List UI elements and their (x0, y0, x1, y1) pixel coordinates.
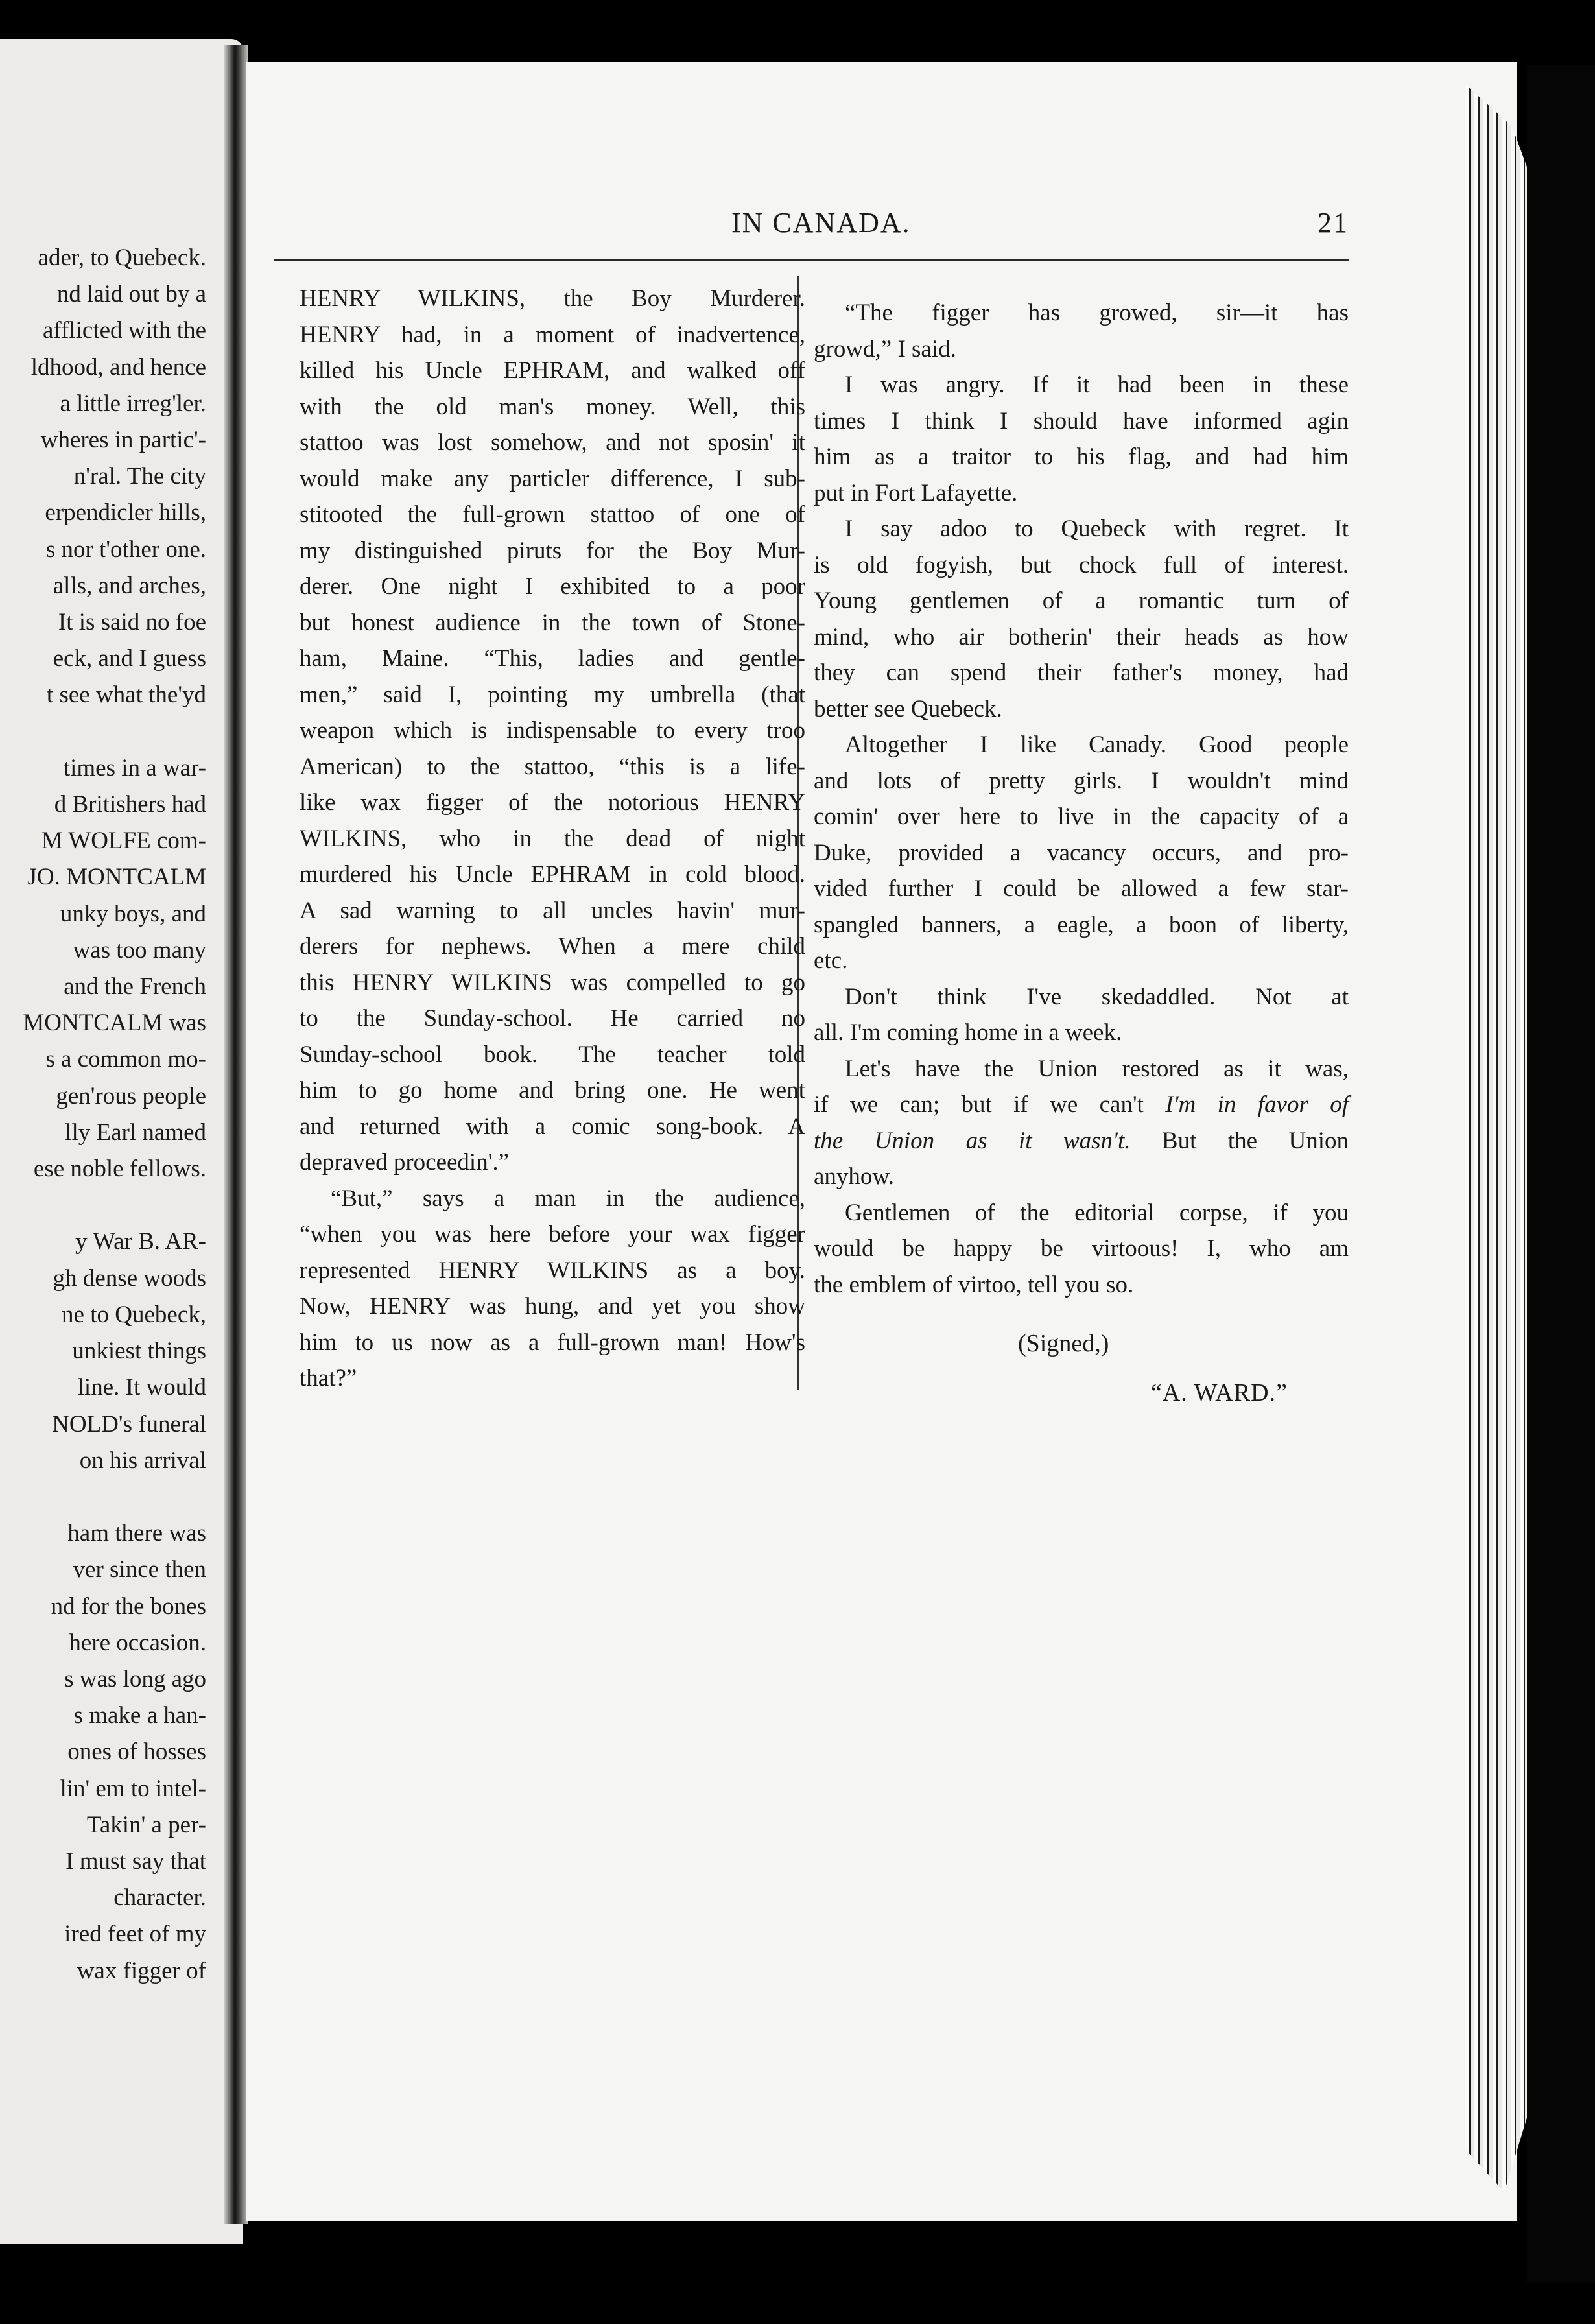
text-line: better see Quebeck. (814, 695, 1002, 722)
text-line: stattoo was lost somehow, and not sposin' it (300, 429, 805, 456)
left-fragment-line: ader, to Quebeck. (38, 244, 206, 271)
left-fragment-line: s make a han- (73, 1702, 206, 1729)
text-line: they can spend their father's money, had (814, 659, 1349, 686)
left-fragment-line: It is said no foe (58, 609, 206, 636)
left-fragment-line (0, 1479, 206, 1515)
left-fragment-line: was too many (73, 936, 206, 964)
left-fragment-line: ver since then (73, 1556, 206, 1583)
text-line: weapon which is indispensable to every troo (300, 717, 805, 744)
text-line: etc. (814, 947, 848, 974)
left-fragment-line: ldhood, and hence (30, 353, 206, 381)
left-fragment-line (0, 714, 206, 750)
text-line: “But,” says a man in the audience, (331, 1185, 805, 1212)
left-fragment-line: erpendicler hills, (45, 499, 206, 527)
text-column-1 (300, 281, 805, 1397)
text-line: anyhow. (814, 1163, 894, 1190)
left-fragment-line: ham there was (67, 1520, 206, 1547)
left-fragment-line: d Britishers had (54, 791, 206, 818)
left-page-text-fragment (0, 240, 206, 1989)
left-fragment-line: JO. MONTCALM (27, 864, 206, 891)
text-line: the emblem of virtoo, tell you so. (814, 1271, 1134, 1298)
left-fragment-line: M WOLFE com- (41, 827, 206, 855)
text-line: A sad warning to all uncles havin' mur- (300, 897, 805, 924)
text-line: derer. One night I exhibited to a poor (300, 573, 805, 600)
text-line: Now, HENRY was hung, and yet you show (300, 1293, 805, 1320)
left-fragment-line: s nor t'other one. (45, 536, 206, 563)
left-fragment-line: line. It would (77, 1374, 206, 1401)
text-line: would make any particler difference, I sub- (300, 465, 805, 492)
left-fragment-line: times in a war- (63, 754, 206, 781)
text-line: Altogether I like Canady. Good people (845, 731, 1349, 758)
text-line: HENRY had, in a moment of inadvertence, (300, 321, 805, 348)
text-line: Don't think I've skedaddled. Not at (845, 983, 1349, 1010)
text-line: like wax figger of the notorious HENRY (300, 789, 805, 816)
left-fragment-line: Takin' a per- (86, 1811, 206, 1838)
text-line: stitooted the full-grown stattoo of one of (300, 501, 805, 528)
text-line: mind, who air botherin' their heads as how (814, 623, 1349, 650)
text-line: Let's have the Union restored as it was, (845, 1055, 1349, 1082)
text-line: I was angry. If it had been in these (845, 372, 1349, 398)
left-fragment-line: wax figger of (77, 1957, 206, 1984)
text-line: men,” said I, pointing my umbrella (that (300, 681, 805, 708)
left-fragment-line: s a common mo- (45, 1046, 206, 1073)
text-line: comin' over here to live in the capacity of a (814, 803, 1349, 830)
header-rule (274, 259, 1349, 261)
left-fragment-line: n'ral. The city (73, 463, 206, 490)
text-line: to the Sunday-school. He carried no (300, 1005, 805, 1032)
text-line (814, 1087, 1349, 1123)
text-line: with the old man's money. Well, this (300, 393, 805, 420)
text-line: HENRY WILKINS, the Boy Murderer. (300, 285, 805, 312)
text-line: Duke, provided a vacancy occurs, and pro- (814, 839, 1349, 866)
left-fragment-line: t see what the'yd (46, 682, 206, 709)
text-line: my distinguished piruts for the Boy Mur- (300, 537, 805, 564)
text-line: Sunday-school book. The teacher told (300, 1041, 805, 1068)
left-fragment-line: ones of hosses (67, 1738, 206, 1766)
left-fragment-line: gh dense woods (53, 1264, 206, 1292)
left-fragment-line: and the French (64, 973, 206, 1001)
text-line: that?” (300, 1365, 357, 1392)
page-number: 21 (1317, 207, 1349, 239)
left-fragment-line: nd laid out by a (56, 281, 206, 308)
text-line: all. I'm coming home in a week. (814, 1019, 1122, 1046)
text-line: this HENRY WILKINS was compelled to go (300, 969, 805, 996)
text-line: him to go home and bring one. He went (300, 1077, 805, 1104)
text-line: killed his Uncle EPHRAM, and walked off (300, 357, 805, 384)
left-fragment-line: gen'rous people (56, 1082, 206, 1109)
left-fragment-line: ese noble fellows. (33, 1156, 206, 1183)
text-line: represented HENRY WILKINS as a boy. (300, 1257, 805, 1284)
text-line: put in Fort Lafayette. (814, 479, 1018, 506)
text-line: and returned with a comic song-book. A (300, 1113, 805, 1140)
left-fragment-line: lly Earl named (65, 1119, 206, 1146)
italic-text: the Union as it wasn't. (814, 1127, 1131, 1154)
left-fragment-line: unkiest things (72, 1338, 206, 1365)
left-fragment-line: on his arrival (79, 1447, 206, 1474)
text-line: Gentlemen of the editorial corpse, if you (845, 1199, 1349, 1226)
left-fragment-line: wheres in partic'- (40, 427, 206, 454)
text-line: vided further I could be allowed a few star- (814, 875, 1349, 902)
left-fragment-line: MONTCALM was (23, 1010, 206, 1037)
text-line: is old fogyish, but chock full of interest. (814, 551, 1349, 578)
left-fragment-line: s was long ago (64, 1665, 206, 1692)
text-line: WILKINS, who in the dead of night (300, 825, 805, 852)
text-line: derers for nephews. When a mere child (300, 933, 805, 960)
text-line: murdered his Uncle EPHRAM in cold blood. (300, 861, 805, 888)
running-head: IN CANADA. (731, 207, 911, 239)
signed-note: (Signed,) (1018, 1330, 1109, 1357)
left-fragment-line: eck, and I guess (53, 645, 206, 672)
left-fragment-line: character. (113, 1884, 206, 1912)
left-fragment-line: y War B. AR- (75, 1228, 206, 1255)
text-line: ham, Maine. “This, ladies and gentle- (300, 645, 805, 672)
left-fragment-line: afflicted with the (42, 317, 206, 344)
text-line: depraved proceedin'.” (300, 1149, 510, 1176)
text-line: Young gentlemen of a romantic turn of (814, 587, 1349, 614)
scan-background-edge (1527, 65, 1595, 2282)
signature: “A. WARD.” (1151, 1379, 1288, 1406)
text-line (814, 1123, 1349, 1159)
text-line: I say adoo to Quebeck with regret. It (845, 516, 1349, 542)
left-fragment-line: here occasion. (69, 1629, 206, 1656)
left-fragment-line: lin' em to intel- (60, 1775, 206, 1802)
left-fragment-line: I must say that (65, 1847, 206, 1875)
left-fragment-line: alls, and arches, (53, 572, 206, 599)
text-line: him as a traitor to his flag, and had him (814, 444, 1349, 470)
text-line: him to us now as a full-grown man! How's (300, 1329, 805, 1356)
left-fragment-line: ired feet of my (64, 1921, 206, 1948)
text-column-2 (814, 295, 1349, 1303)
left-fragment-line: nd for the bones (51, 1593, 206, 1620)
text-run: if we can; but if we can't (814, 1091, 1166, 1118)
text-line: “when you was here before your wax figger (300, 1221, 805, 1248)
text-line: “The figger has growed, sir—it has (845, 300, 1349, 326)
left-fragment-line (0, 1187, 206, 1224)
book-gutter (224, 45, 248, 2224)
text-line: times I think I should have informed agin (814, 407, 1349, 434)
left-fragment-line: a little irreg'ler. (60, 390, 206, 417)
text-line: and lots of pretty girls. I wouldn't mind (814, 767, 1349, 794)
italic-text: I'm in favor of (1165, 1091, 1349, 1118)
left-fragment-line: ne to Quebeck, (62, 1301, 206, 1328)
text-run: But the Union (1130, 1127, 1349, 1154)
text-line: but honest audience in the town of Stone- (300, 609, 805, 636)
text-line: growd,” I said. (814, 335, 956, 362)
text-line: spangled banners, a eagle, a boon of liberty, (814, 911, 1349, 938)
text-line: American) to the stattoo, “this is a life- (300, 753, 805, 780)
left-fragment-line: NOLD's funeral (52, 1410, 206, 1438)
left-fragment-line: unky boys, and (60, 900, 206, 927)
text-line: would be happy be virtoous! I, who am (814, 1235, 1349, 1262)
